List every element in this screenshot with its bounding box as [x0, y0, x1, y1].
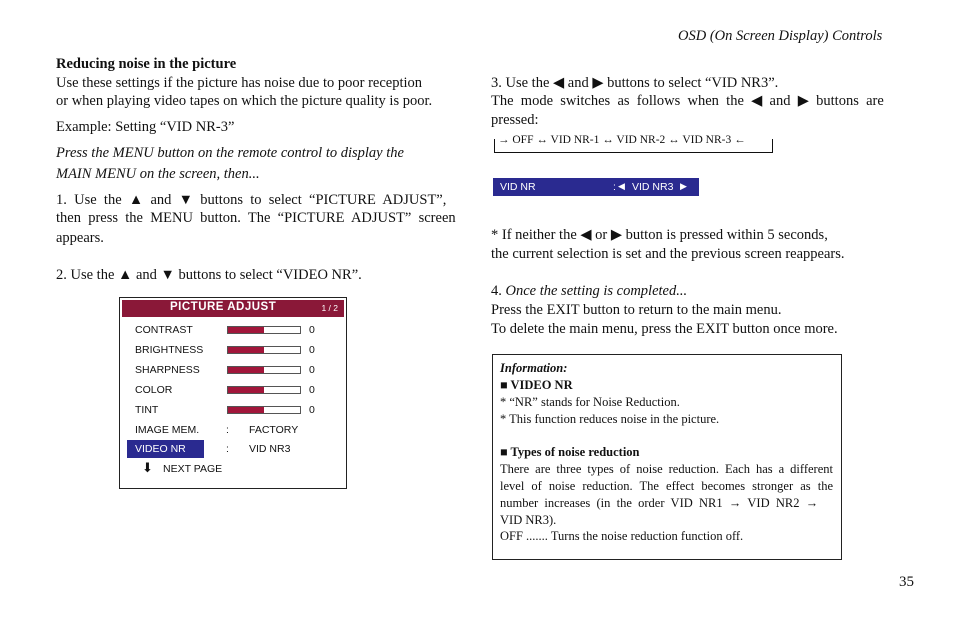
picture-adjust-osd — [119, 297, 347, 489]
vid-nr-colon: : — [613, 181, 616, 193]
osd-row-video-nr[interactable] — [120, 440, 346, 458]
info-line: * “NR” stands for Noise Reduction. — [500, 395, 680, 409]
section-header: OSD (On Screen Display) Controls — [678, 28, 883, 44]
osd-item-setting: FACTORY — [249, 424, 299, 436]
osd-title-bar — [122, 300, 344, 317]
info-paragraph-line: There are three types of noise reduction. Each has a different — [500, 462, 833, 476]
tint-slider[interactable] — [227, 406, 301, 414]
brightness-slider[interactable] — [227, 346, 301, 354]
info-paragraph-line: number increases (in the order VID NR1 → VID NR2 → — [500, 496, 819, 510]
step-3-line-3: pressed: — [491, 112, 539, 128]
example-text: Example: Setting “VID NR-3” — [56, 119, 235, 135]
step-2: 2. Use the ▲ and ▼ buttons to select “VIDEO NR”. — [56, 267, 362, 283]
step-3-line-1: 3. Use the ◀ and ▶ buttons to select “VID NR3”. — [491, 75, 779, 91]
step-4-heading — [491, 282, 687, 301]
osd-row-image-mem[interactable] — [120, 421, 346, 439]
next-page-label: NEXT PAGE — [163, 463, 223, 475]
osd-item-value: 0 — [309, 364, 315, 376]
osd-page-indicator: 1 / 2 — [321, 303, 338, 313]
timeout-note-1: * If neither the ◀ or ▶ button is pressed within 5 seconds, — [491, 227, 828, 243]
timeout-note-2: the current selection is set and the previous screen reappears. — [491, 246, 845, 262]
info-paragraph-line: level of noise reduction. The effect becomes stronger as the — [500, 479, 833, 493]
osd-colon: : — [226, 443, 229, 455]
mode-flow-text: → OFF ↔ VID NR-1 ↔ VID NR-2 ↔ VID NR-3 ← — [498, 134, 746, 146]
osd-row-color[interactable] — [120, 381, 346, 399]
contrast-slider[interactable] — [227, 326, 301, 334]
step-4-text: Once the setting is completed... — [505, 283, 688, 299]
intro-line-2: or when playing video tapes on which the picture quality is poor. — [56, 93, 433, 109]
osd-row-brightness[interactable] — [120, 341, 346, 359]
info-title: Information: — [500, 361, 568, 375]
info-line: * This function reduces noise in the picture. — [500, 412, 720, 426]
section-heading: Reducing noise in the picture — [56, 56, 237, 72]
left-arrow-icon[interactable]: ◀ — [618, 181, 625, 191]
osd-item-label: BRIGHTNESS — [135, 344, 204, 356]
osd-colon: : — [226, 424, 229, 436]
osd-item-label: TINT — [135, 404, 159, 416]
osd-item-value: 0 — [309, 384, 315, 396]
sharpness-slider[interactable] — [227, 366, 301, 374]
page-number: 35 — [899, 574, 914, 590]
vid-nr-value: VID NR3 — [632, 181, 674, 193]
step-4-line-3: To delete the main menu, press the EXIT button once more. — [491, 321, 838, 337]
info-paragraph-line: OFF ....... Turns the noise reduction function off. — [500, 529, 744, 543]
osd-title: PICTURE ADJUST — [170, 301, 277, 313]
menu-instruction-2: MAIN MENU on the screen, then... — [56, 166, 260, 182]
step-1-line-2: then press the MENU button. The “PICTURE ADJUST” screen — [56, 210, 456, 226]
step-4-line-2: Press the EXIT button to return to the main menu. — [491, 302, 782, 318]
step-1-line-1: 1. Use the ▲ and ▼ buttons to select “PICTURE ADJUST”, — [56, 192, 447, 208]
osd-row-tint[interactable] — [120, 401, 346, 419]
color-slider[interactable] — [227, 386, 301, 394]
osd-item-label: VIDEO NR — [135, 443, 186, 455]
osd-item-label: IMAGE MEM. — [135, 424, 200, 436]
vid-nr-label: VID NR — [500, 181, 536, 193]
information-box — [492, 354, 842, 560]
down-arrow-icon: ⬇ — [142, 460, 153, 475]
osd-item-label: SHARPNESS — [135, 364, 200, 376]
osd-row-next-page[interactable] — [120, 460, 346, 478]
osd-item-label: CONTRAST — [135, 324, 193, 336]
osd-item-value: 0 — [309, 344, 315, 356]
step-4-number: 4. — [491, 283, 506, 299]
info-paragraph-line: VID NR3). — [500, 513, 557, 527]
intro-line-1: Use these settings if the picture has noise due to poor reception — [56, 75, 423, 91]
vid-nr-setting-bar — [493, 178, 699, 196]
osd-row-contrast[interactable] — [120, 321, 346, 339]
osd-item-value: 0 — [309, 404, 315, 416]
menu-instruction-1: Press the MENU button on the remote control to display the — [56, 145, 404, 161]
osd-item-label: COLOR — [135, 384, 173, 396]
info-heading-video-nr: ■ VIDEO NR — [500, 378, 573, 392]
osd-row-sharpness[interactable] — [120, 361, 346, 379]
step-3-line-2: The mode switches as follows when the ◀ and ▶ buttons are — [491, 93, 884, 109]
osd-item-value: 0 — [309, 324, 315, 336]
info-heading-types: ■ Types of noise reduction — [500, 445, 640, 459]
osd-item-setting: VID NR3 — [249, 443, 291, 455]
right-arrow-icon[interactable]: ▶ — [680, 181, 687, 191]
step-1-line-3: appears. — [56, 230, 104, 246]
